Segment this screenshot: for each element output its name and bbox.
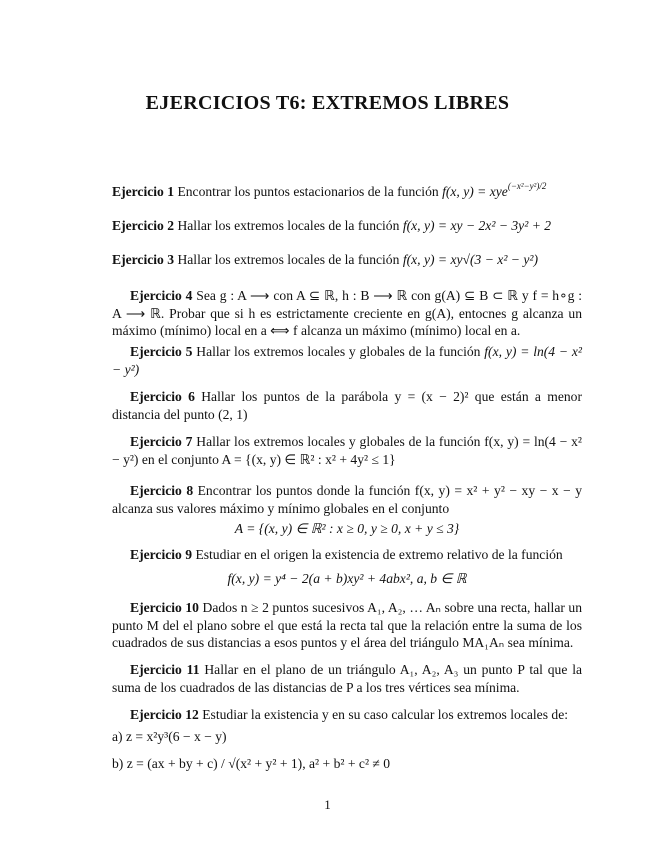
item-b: b) z = (ax + by + c) / √(x² + y² + 1), a² + b² + c² ≠ 0 — [112, 756, 391, 771]
exercise-1 — [112, 178, 582, 201]
exercise-label: Ejercicio 6 — [130, 389, 195, 404]
exercise-text: Dados n ≥ 2 puntos sucesivos A₁, A₂, … Aₙ sobre una recta, hallar un punto M del el plano sobre el que está la recta tal que la relación entre la suma de los cuadrados de sus distancias a esos puntos y el área del triángulo MA₁Aₙ sea mínima. — [112, 600, 583, 650]
exercise-2 — [112, 217, 582, 235]
exercise-label: Ejercicio 7 — [130, 434, 193, 449]
exercise-4 — [112, 287, 582, 340]
exercise-text: Hallar los extremos locales y globales de la función f(x, y) = ln(4 − x² − y²) en el conjunto A = {(x, y) ∈ ℝ² : x² + 4y² ≤ 1} — [112, 434, 583, 467]
exercise-label: Ejercicio 4 — [130, 288, 193, 303]
exercise-math: f(x, y) = xy√(3 − x² − y²) — [402, 252, 539, 267]
exercise-label: Ejercicio 11 — [130, 662, 200, 677]
exercise-label: Ejercicio 8 — [130, 483, 194, 498]
exercise-text: Estudiar en el origen la existencia de extremo relativo de la función — [195, 547, 563, 562]
exercise-label: Ejercicio 2 — [112, 218, 175, 233]
exercise-11 — [112, 661, 582, 696]
exercise-text: Hallar los extremos locales de la función — [177, 252, 400, 267]
display-equation: f(x, y) = y⁴ − 2(a + b)xy² + 4abx², a, b ∈ ℝ — [227, 571, 467, 586]
exponent: (−x²−y²)/2 — [507, 181, 547, 191]
exercise-math: f(x, y) = xy − 2x² − 3y² + 2 — [402, 218, 552, 233]
exercise-6 — [112, 388, 582, 423]
exercise-label: Ejercicio 3 — [112, 252, 175, 267]
page-number: 1 — [324, 797, 331, 812]
exercise-label: Ejercicio 9 — [130, 547, 193, 562]
exercise-label: Ejercicio 5 — [130, 344, 193, 359]
exercise-9 — [112, 546, 582, 564]
exercise-7 — [112, 433, 582, 468]
item-a: a) z = x²y³(6 − x − y) — [112, 729, 227, 744]
exercise-text: Sea g : A ⟶ con A ⊆ ℝ, h : B ⟶ ℝ con g(A) ⊆ B ⊂ ℝ y f = h∘g : A ⟶ ℝ. Probar que si h es estrictamente creciente en g(A), entocnes g alcanza un máximo (mínimo) local en a ⟺ f alcanza un máximo (mínimo) local en a. — [112, 288, 583, 338]
exercise-text: Hallar en el plano de un triángulo A₁, A₂, A₃ un punto P tal que la suma de los cuadrados de las distancias de P a los tres vértices sea mínima. — [112, 662, 583, 695]
exercise-8 — [112, 482, 582, 517]
exercise-text: Hallar los extremos locales y globales de la función — [196, 344, 481, 359]
exercise-label: Ejercicio 1 — [112, 184, 175, 199]
exercise-3 — [112, 251, 582, 269]
exercise-12 — [112, 706, 582, 724]
exercise-5 — [112, 343, 582, 378]
exercise-label: Ejercicio 12 — [130, 707, 199, 722]
exercise-math: f(x, y) = ln(4 − x² − y²) — [112, 344, 582, 377]
exercise-label: Ejercicio 10 — [130, 600, 199, 615]
exercise-text: Encontrar los puntos estacionarios de la función — [177, 184, 439, 199]
exercise-text: Hallar los extremos locales de la función — [177, 218, 400, 233]
exercise-10 — [112, 599, 582, 652]
exercise-text: Hallar los puntos de la parábola y = (x − 2)² que están a menor distancia del punto (2, 1) — [112, 389, 582, 422]
page-title: EJERCICIOS T6: EXTREMOS LIBRES — [145, 92, 510, 114]
display-equation: A = {(x, y) ∈ ℝ² : x ≥ 0, y ≥ 0, x + y ≤ 3} — [234, 521, 460, 536]
exercise-text: Encontrar los puntos donde la función f(x, y) = x² + y² − xy − x − y alcanza sus valores máximo y mínimo globales en el conjunto — [112, 483, 582, 516]
exercise-text: Estudiar la existencia y en su caso calcular los extremos locales de: — [202, 707, 568, 722]
exercise-math: f(x, y) = xye — [442, 184, 508, 199]
